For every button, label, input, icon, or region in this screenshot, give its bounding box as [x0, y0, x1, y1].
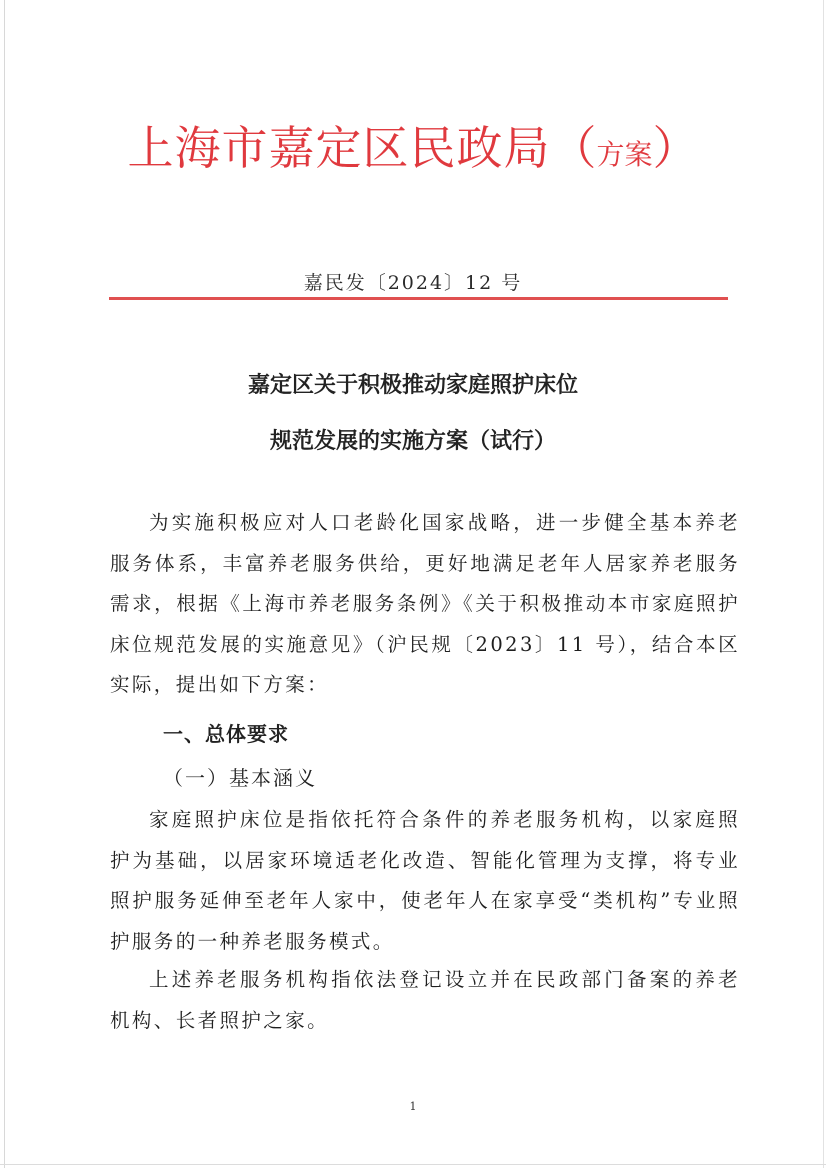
institutions-paragraph: 上述养老服务机构指依法登记设立并在民政部门备案的养老机构、长者照护之家。	[110, 968, 740, 1032]
header-paren-close: ）	[652, 121, 699, 175]
document-title-line-1: 嘉定区关于积极推动家庭照护床位	[247, 373, 578, 398]
document-number: 嘉民发〔2024〕12 号	[303, 272, 523, 294]
red-divider-line	[109, 297, 728, 300]
intro-paragraph: 为实施积极应对人口老龄化国家战略，进一步健全基本养老服务体系，丰富养老服务供给，更好地满足老年人居家养老服务需求，根据《上海市养老服务条例》《关于积极推动本市家庭照护床位规范发展的实施意见》（沪民规〔2023〕11 号），结合本区实际，提出如下方案：	[110, 511, 740, 696]
page-edge-bottom	[0, 1164, 826, 1165]
section-heading: 一、总体要求	[163, 722, 289, 746]
page-number: 1	[409, 1100, 417, 1113]
document-type: 方案	[596, 138, 653, 171]
issuing-authority: 上海市嘉定区民政局	[127, 121, 551, 175]
document-header	[0, 112, 826, 178]
subsection-heading: （一）基本涵义	[163, 766, 317, 790]
header-paren-open: （	[550, 121, 597, 175]
document-title-line-2: 规范发展的实施方案（试行）	[269, 429, 556, 454]
definition-paragraph: 家庭照护床位是指依托符合条件的养老服务机构，以家庭照护为基础，以居家环境适老化改造、智能化管理为支撑，将专业照护服务延伸至老年人家中，使老年人在家享受“类机构”专业照护服务的一种养老服务模式。	[110, 808, 740, 953]
